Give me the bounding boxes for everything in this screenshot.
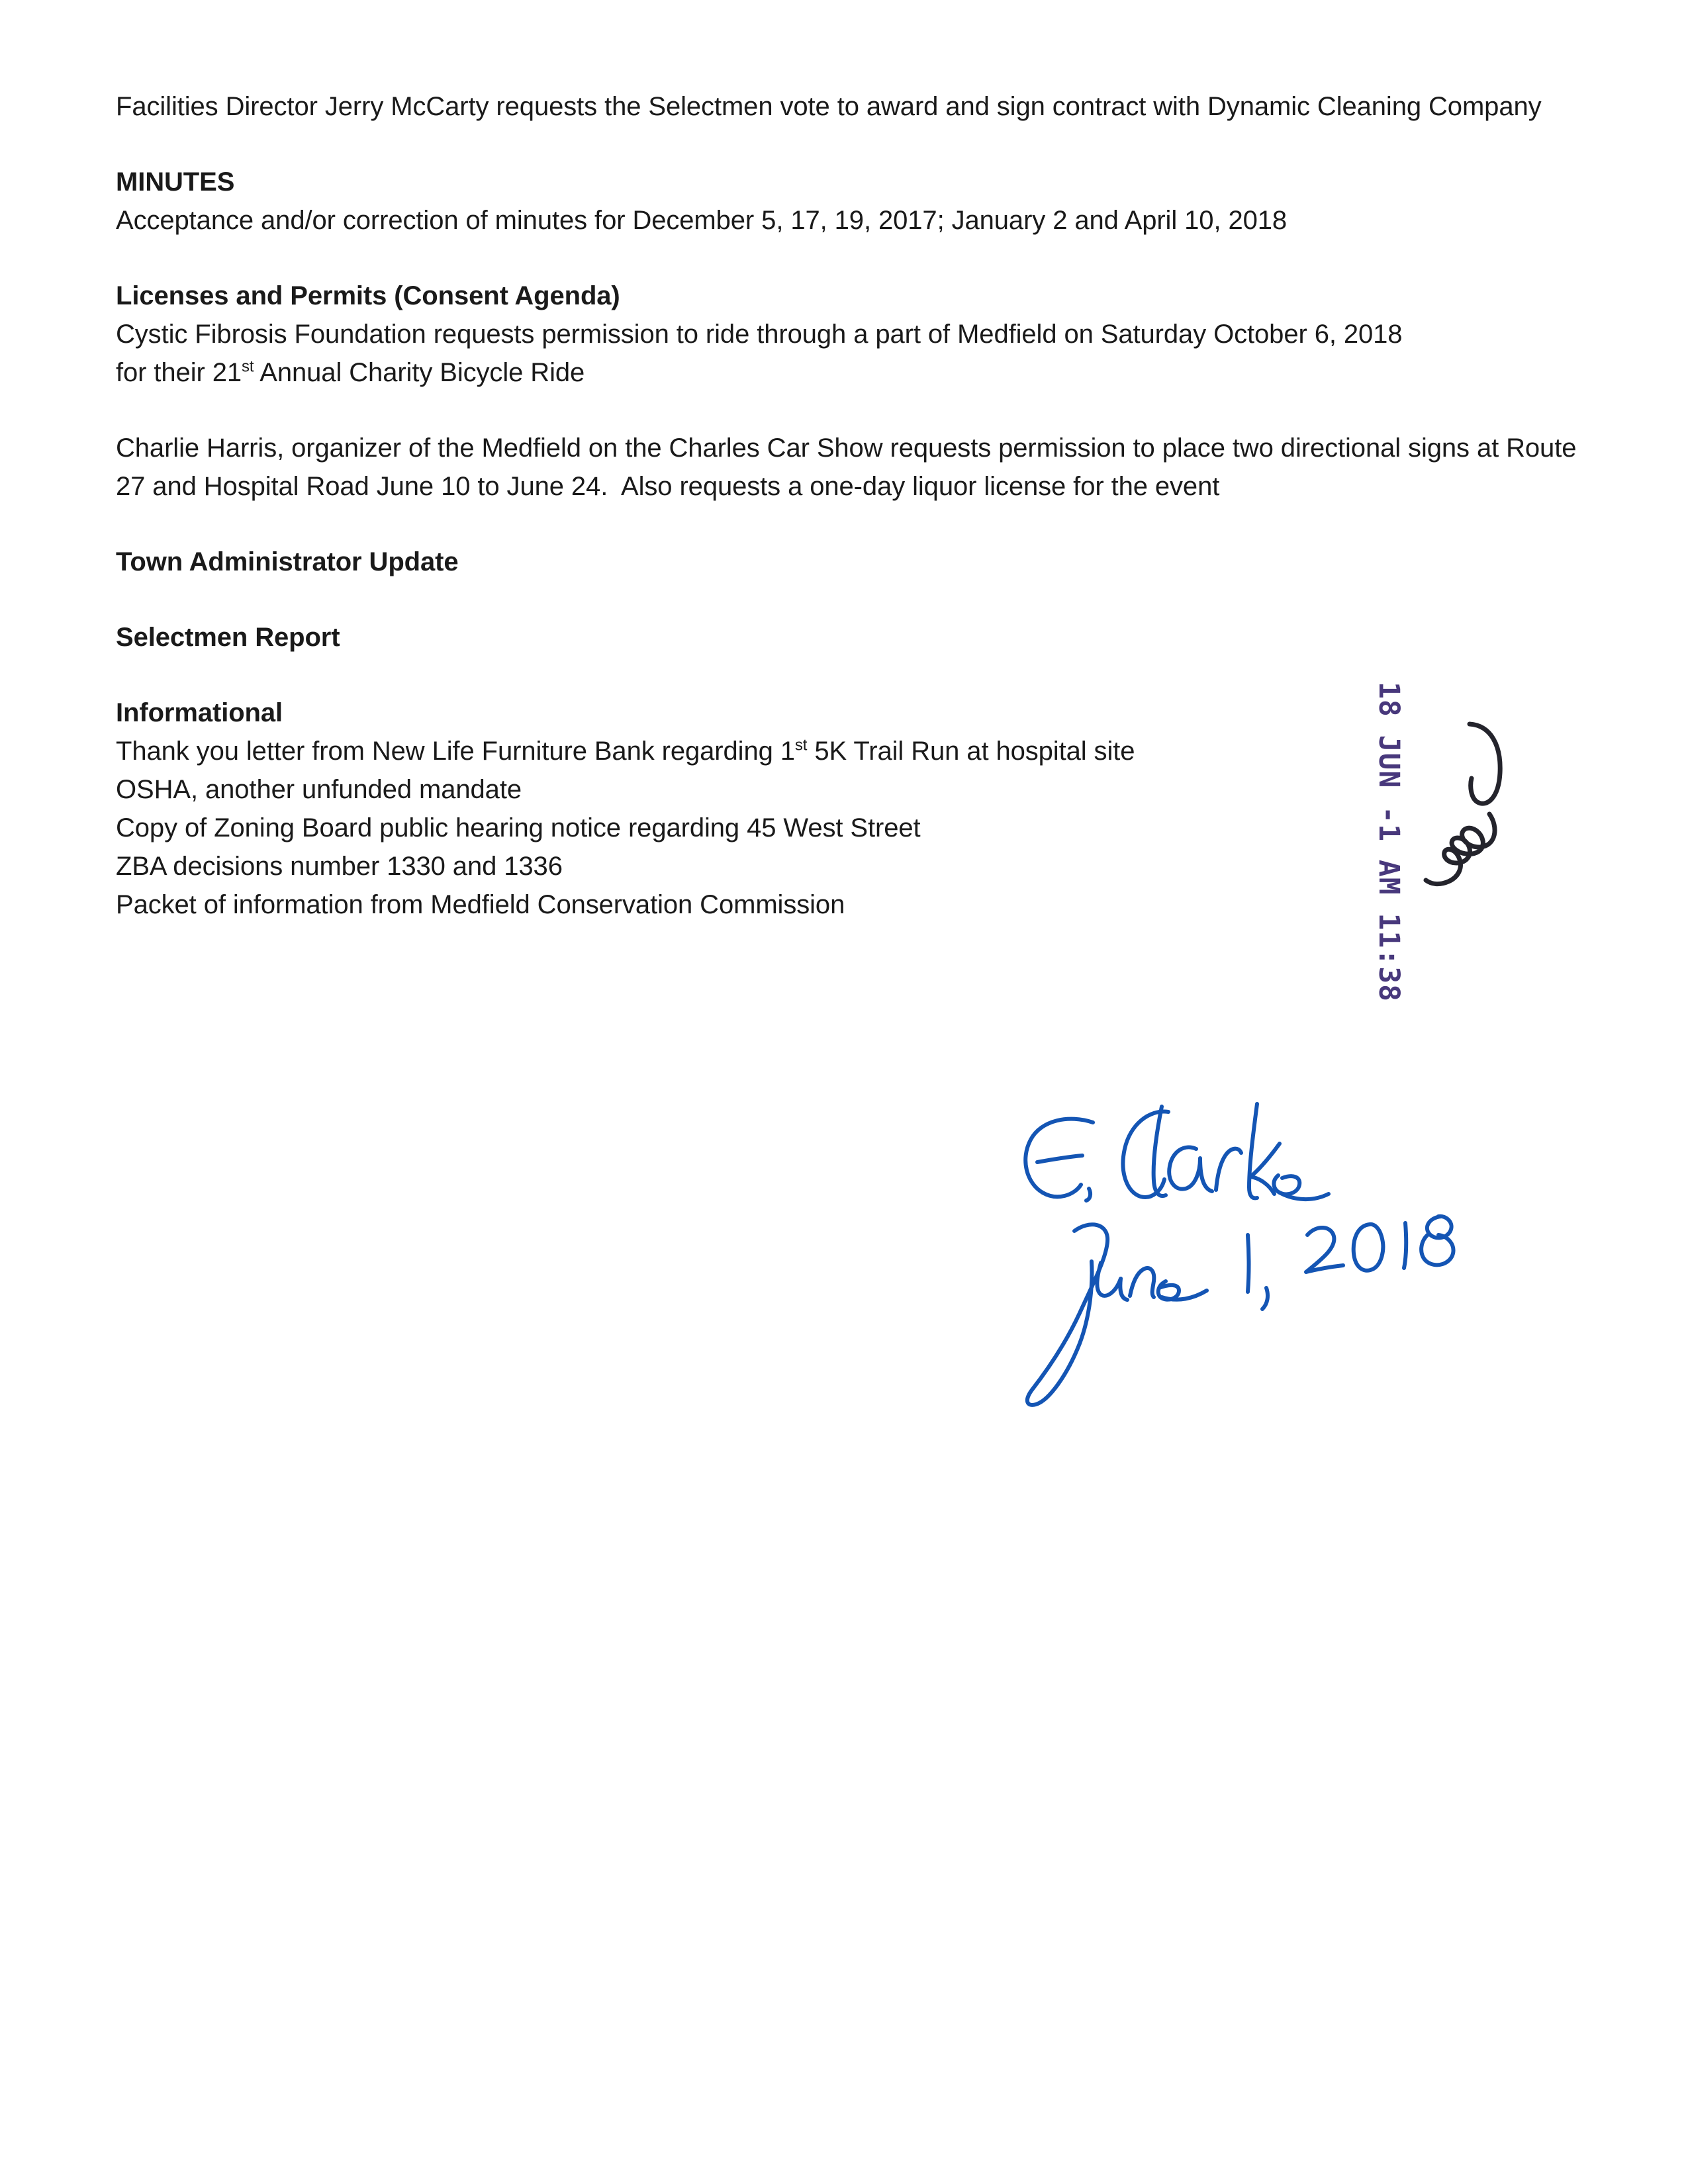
spacer [116,392,1582,429]
handwritten-initials-mark [1423,715,1509,940]
spacer [116,657,1582,694]
facilities-director-item: Facilities Director Jerry McCarty requests the Selectmen vote to award and sign contract with Dynamic Cleaning Company [116,92,1542,121]
informational-item-5: Packet of information from Medfield Conservation Commission [116,890,845,919]
ordinal-superscript: st [242,357,254,376]
spacer [116,581,1582,618]
spacer [116,506,1582,543]
ordinal-superscript: st [794,736,808,754]
informational-item-2: OSHA, another unfunded mandate [116,775,522,804]
licenses-and-permits-heading: Licenses and Permits (Consent Agenda) [116,281,620,310]
document-body [116,87,1582,924]
spacer [116,240,1582,277]
informational-item-4: ZBA decisions number 1330 and 1336 [116,852,563,881]
text-after-superscript: Annual Charity Bicycle Ride [254,358,585,387]
text-after-superscript: 5K Trail Run at hospital site [807,737,1135,766]
charlie-harris-item: Charlie Harris, organizer of the Medfield on the Charles Car Show requests permission to place two directional signs at Route 27 and Hospital Road June 10 to June 24. Also requests a one-day liquor license for the event [116,433,1584,501]
cystic-fibrosis-item-line1: Cystic Fibrosis Foundation requests permission to ride through a part of Medfield on Saturday October 6, 2018 [116,320,1403,349]
informational-item-1 [116,732,1582,770]
cystic-fibrosis-item-line2 [116,353,1582,392]
informational-item-3: Copy of Zoning Board public hearing notice regarding 45 West Street [116,813,921,842]
text-before-superscript: for their 21 [116,358,242,387]
selectmen-report-heading: Selectmen Report [116,623,340,652]
minutes-heading: MINUTES [116,167,235,197]
informational-heading: Informational [116,698,283,727]
received-date-stamp: 18 JUN -1 AM 11:38 [1372,682,1405,1002]
spacer [116,126,1582,163]
minutes-body: Acceptance and/or correction of minutes for December 5, 17, 19, 2017; January 2 and April 10, 2018 [116,206,1288,235]
town-administrator-update-heading: Town Administrator Update [116,547,459,576]
text-before-superscript: Thank you letter from New Life Furniture Bank regarding 1 [116,737,795,766]
handwritten-signature [963,1066,1493,1436]
